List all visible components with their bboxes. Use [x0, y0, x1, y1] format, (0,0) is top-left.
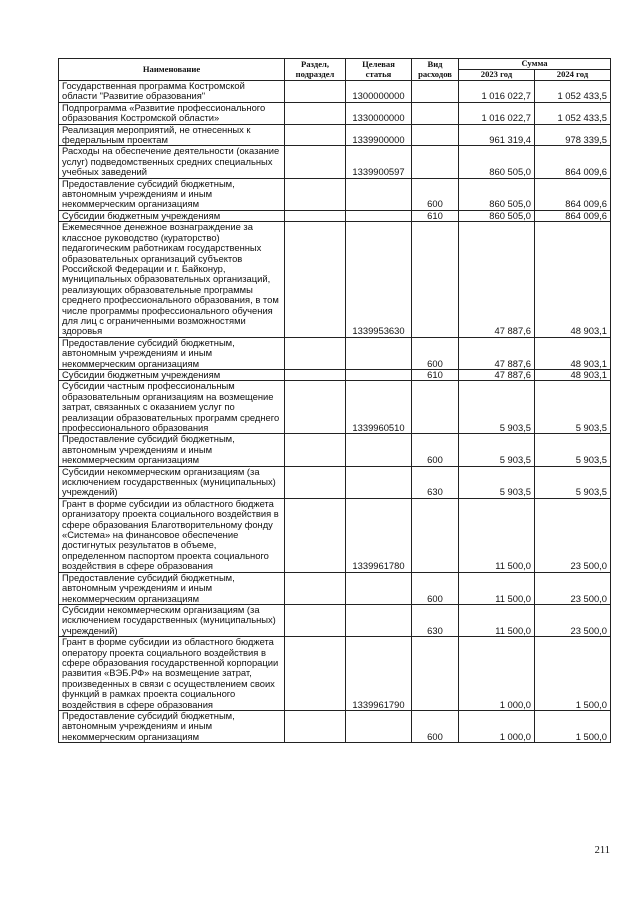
row-target-cell: [346, 337, 412, 369]
table-row: [59, 604, 611, 636]
row-target-cell: 1339961790: [346, 637, 412, 711]
row-sum-2023-cell: 11 500,0: [459, 604, 535, 636]
row-sum-2024-cell: 5 903,5: [535, 434, 611, 466]
row-section-cell: [285, 710, 346, 742]
row-name-cell: Предоставление субсидий бюджетным, автономным учреждениям и иным некоммерческим организациям: [59, 572, 285, 604]
row-sum-2024-cell: 864 009,6: [535, 210, 611, 221]
row-sum-2024-cell: 1 052 433,5: [535, 102, 611, 124]
row-section-cell: [285, 466, 346, 498]
row-section-cell: [285, 604, 346, 636]
table-row: [59, 178, 611, 210]
table-row: [59, 572, 611, 604]
row-section-cell: [285, 337, 346, 369]
row-name-cell: Реализация мероприятий, не отнесенных к федеральным проектам: [59, 124, 285, 146]
row-sum-2024-cell: 23 500,0: [535, 604, 611, 636]
row-sum-2024-cell: 23 500,0: [535, 498, 611, 572]
row-type-cell: [412, 498, 459, 572]
row-section-cell: [285, 210, 346, 221]
row-section-cell: [285, 81, 346, 103]
row-target-cell: [346, 604, 412, 636]
row-sum-2023-cell: 961 319,4: [459, 124, 535, 146]
row-name-cell: Субсидии частным профессиональным образовательным организациям на возмещение затрат, связанных с оказанием услуг по реализации образовательных программ среднего профессионального образования: [59, 381, 285, 434]
row-type-cell: [412, 146, 459, 178]
table-row: [59, 498, 611, 572]
row-type-cell: [412, 381, 459, 434]
row-sum-2024-cell: 864 009,6: [535, 178, 611, 210]
row-type-cell: [412, 637, 459, 711]
row-section-cell: [285, 102, 346, 124]
row-target-cell: 1300000000: [346, 81, 412, 103]
table-row: [59, 466, 611, 498]
row-sum-2023-cell: 860 505,0: [459, 146, 535, 178]
table-row: [59, 124, 611, 146]
row-type-cell: 630: [412, 466, 459, 498]
row-section-cell: [285, 369, 346, 380]
row-target-cell: 1330000000: [346, 102, 412, 124]
row-target-cell: 1339961780: [346, 498, 412, 572]
page-number: 211: [594, 845, 610, 856]
row-target-cell: 1339953630: [346, 222, 412, 337]
row-sum-2024-cell: 978 339,5: [535, 124, 611, 146]
row-type-cell: 600: [412, 434, 459, 466]
row-name-cell: Предоставление субсидий бюджетным, автономным учреждениям и иным некоммерческим организациям: [59, 710, 285, 742]
table-row: [59, 210, 611, 221]
row-target-cell: [346, 466, 412, 498]
header-section: Раздел, подраздел: [285, 59, 346, 81]
row-sum-2024-cell: 1 052 433,5: [535, 81, 611, 103]
row-name-cell: Предоставление субсидий бюджетным, автономным учреждениям и иным некоммерческим организациям: [59, 337, 285, 369]
row-section-cell: [285, 572, 346, 604]
row-target-cell: [346, 434, 412, 466]
row-section-cell: [285, 146, 346, 178]
row-sum-2023-cell: 1 016 022,7: [459, 81, 535, 103]
row-target-cell: 1339900000: [346, 124, 412, 146]
row-sum-2023-cell: 5 903,5: [459, 434, 535, 466]
row-section-cell: [285, 178, 346, 210]
table-row: [59, 146, 611, 178]
header-name: Наименование: [59, 59, 285, 81]
table-row: [59, 369, 611, 380]
row-name-cell: Субсидии бюджетным учреждениям: [59, 369, 285, 380]
table-row: [59, 381, 611, 434]
row-name-cell: Подпрограмма «Развитие профессионального образования Костромской области»: [59, 102, 285, 124]
table-row: [59, 637, 611, 711]
row-sum-2024-cell: 5 903,5: [535, 466, 611, 498]
row-target-cell: [346, 369, 412, 380]
row-sum-2023-cell: 5 903,5: [459, 466, 535, 498]
row-target-cell: [346, 710, 412, 742]
table-row: [59, 337, 611, 369]
row-name-cell: Грант в форме субсидии из областного бюджета оператору проекта социального воздействия в сфере образования государственной корпорации развития «ВЭБ.РФ» на возмещение затрат, произведенных в связи с осуществлением своих функций в рамках проекта социального воздействия в сфере образования: [59, 637, 285, 711]
row-sum-2023-cell: 860 505,0: [459, 178, 535, 210]
row-name-cell: Расходы на обеспечение деятельности (оказание услуг) подведомственных средних специальных учебных заведений: [59, 146, 285, 178]
row-target-cell: 1339900597: [346, 146, 412, 178]
row-sum-2024-cell: 48 903,1: [535, 337, 611, 369]
row-name-cell: Предоставление субсидий бюджетным, автономным учреждениям и иным некоммерческим организациям: [59, 178, 285, 210]
row-type-cell: [412, 124, 459, 146]
row-sum-2023-cell: 1 000,0: [459, 637, 535, 711]
header-target: Целевая статья: [346, 59, 412, 81]
row-name-cell: Предоставление субсидий бюджетным, автономным учреждениям и иным некоммерческим организациям: [59, 434, 285, 466]
row-section-cell: [285, 434, 346, 466]
table-body: [59, 81, 611, 743]
table-row: [59, 710, 611, 742]
row-name-cell: Субсидии некоммерческим организациям (за исключением государственных (муниципальных) учреждений): [59, 604, 285, 636]
row-type-cell: 610: [412, 369, 459, 380]
table-row: [59, 102, 611, 124]
row-sum-2023-cell: 11 500,0: [459, 572, 535, 604]
row-name-cell: Субсидии бюджетным учреждениям: [59, 210, 285, 221]
row-sum-2023-cell: 5 903,5: [459, 381, 535, 434]
table-row: [59, 434, 611, 466]
table-header: [59, 59, 611, 81]
row-sum-2023-cell: 860 505,0: [459, 210, 535, 221]
row-sum-2023-cell: 47 887,6: [459, 222, 535, 337]
row-name-cell: Грант в форме субсидии из областного бюджета организатору проекта социального воздействия в сфере образования Благотворительному фонду «Система» на финансовое обеспечение достигнутых результатов в объеме, определенном паспортом проекта социального воздействия в сфере образования: [59, 498, 285, 572]
table-row: [59, 222, 611, 337]
row-sum-2024-cell: 5 903,5: [535, 381, 611, 434]
row-type-cell: [412, 102, 459, 124]
row-type-cell: 610: [412, 210, 459, 221]
header-year-2024: 2024 год: [535, 70, 611, 81]
table-row: [59, 81, 611, 103]
row-sum-2023-cell: 1 016 022,7: [459, 102, 535, 124]
header-year-2023: 2023 год: [459, 70, 535, 81]
row-type-cell: 600: [412, 178, 459, 210]
row-section-cell: [285, 124, 346, 146]
row-sum-2023-cell: 11 500,0: [459, 498, 535, 572]
row-sum-2023-cell: 1 000,0: [459, 710, 535, 742]
row-sum-2024-cell: 1 500,0: [535, 637, 611, 711]
row-type-cell: 630: [412, 604, 459, 636]
row-section-cell: [285, 381, 346, 434]
row-sum-2024-cell: 48 903,1: [535, 222, 611, 337]
row-section-cell: [285, 498, 346, 572]
row-section-cell: [285, 637, 346, 711]
budget-table: [58, 58, 611, 743]
row-target-cell: [346, 210, 412, 221]
row-type-cell: 600: [412, 337, 459, 369]
row-type-cell: [412, 222, 459, 337]
row-sum-2024-cell: 1 500,0: [535, 710, 611, 742]
row-sum-2023-cell: 47 887,6: [459, 369, 535, 380]
row-type-cell: [412, 81, 459, 103]
row-sum-2023-cell: 47 887,6: [459, 337, 535, 369]
row-target-cell: [346, 572, 412, 604]
header-sum: Сумма: [459, 59, 611, 70]
row-sum-2024-cell: 48 903,1: [535, 369, 611, 380]
row-name-cell: Государственная программа Костромской области "Развитие образования": [59, 81, 285, 103]
header-type: Вид расходов: [412, 59, 459, 81]
row-section-cell: [285, 222, 346, 337]
row-sum-2024-cell: 23 500,0: [535, 572, 611, 604]
row-type-cell: 600: [412, 710, 459, 742]
row-sum-2024-cell: 864 009,6: [535, 146, 611, 178]
row-target-cell: [346, 178, 412, 210]
row-type-cell: 600: [412, 572, 459, 604]
row-name-cell: Ежемесячное денежное вознаграждение за классное руководство (кураторство) педагогическим работникам государственных образовательных организаций субъектов Российской Федерации и г. Байконур, муниципальных образовательных организаций, реализующих образовательные программы среднего профессионального образования, в том числе программы профессионального обучения для лиц с ограниченными возможностями здоровья: [59, 222, 285, 337]
row-target-cell: 1339960510: [346, 381, 412, 434]
row-name-cell: Субсидии некоммерческим организациям (за исключением государственных (муниципальных) учреждений): [59, 466, 285, 498]
